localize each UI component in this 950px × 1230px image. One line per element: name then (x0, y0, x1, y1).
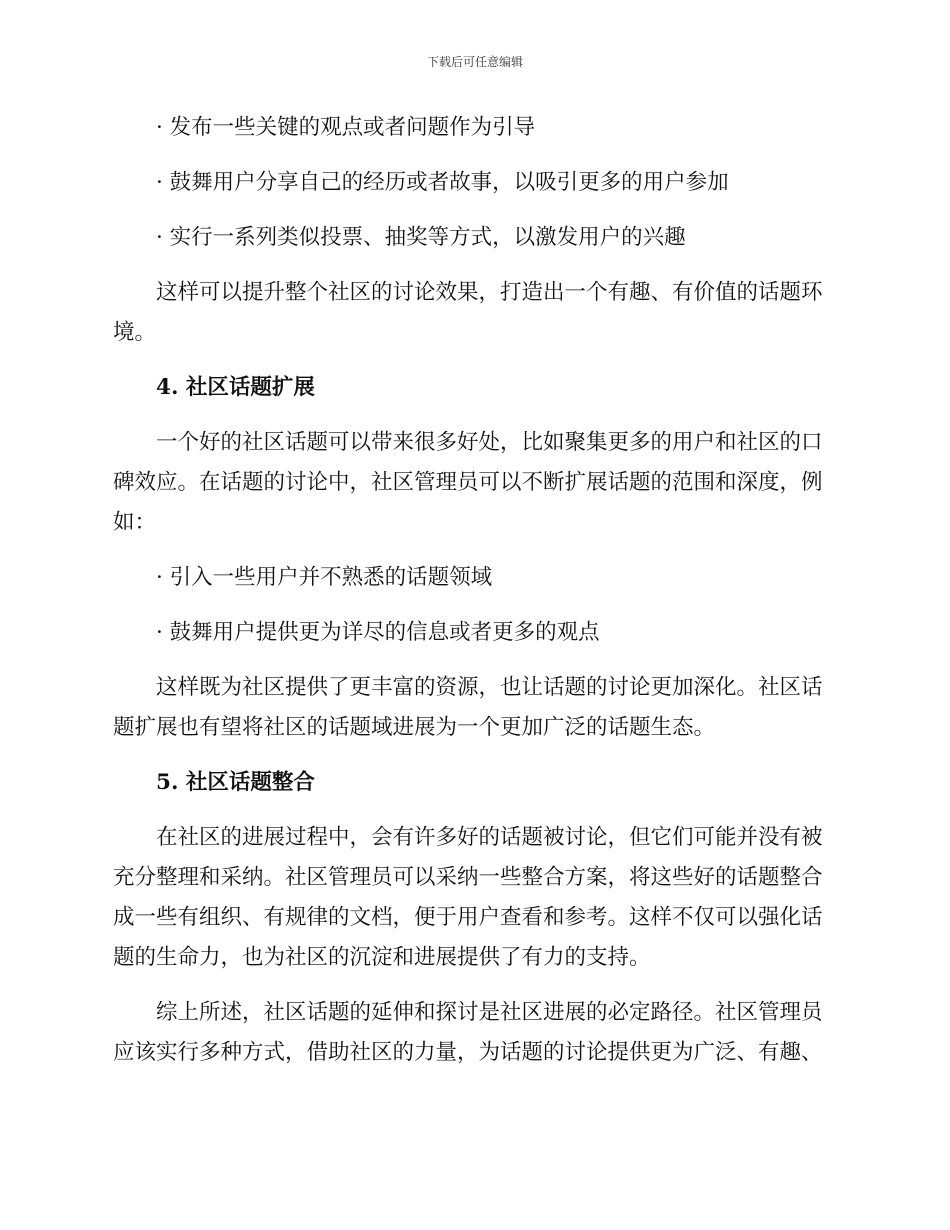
text-line: 综上所述，社区话题的延伸和探讨是社区进展的必定路径。社区管理员 (156, 1000, 823, 1025)
text-line: 这样既为社区提供了更丰富的资源，也让话题的讨论更加深化。社区话 (156, 675, 823, 700)
text-line: · 实行一系列类似投票、抽奖等方式，以激发用户的兴趣 (156, 225, 686, 250)
bullet-item (113, 613, 831, 653)
block-spacer (113, 598, 831, 613)
text-line: 应该实行多种方式，借助社区的力量，为话题的讨论提供更为广泛、有趣、 (113, 1040, 823, 1065)
block-spacer (113, 653, 831, 668)
text-line: · 鼓舞用户分享自己的经历或者故事，以吸引更多的用户参加 (156, 170, 729, 195)
section-heading (113, 763, 831, 803)
paragraph (113, 818, 831, 978)
text-line: 碑效应。在话题的讨论中，社区管理员可以不断扩展话题的范围和深度，例 (113, 470, 823, 495)
text-line: 境。 (113, 320, 157, 345)
text-line: 充分整理和采纳。社区管理员可以采纳一些整合方案，将这些好的话题整合 (113, 865, 823, 890)
bullet-item (113, 558, 831, 598)
section-heading (113, 368, 831, 408)
block-spacer (113, 258, 831, 273)
text-line: 这样可以提升整个社区的讨论效果，打造出一个有趣、有价值的话题环 (156, 280, 823, 305)
block-spacer (113, 203, 831, 218)
text-line: · 发布一些关键的观点或者问题作为引导 (156, 115, 536, 140)
text-line: 4. 社区话题扩展 (156, 375, 315, 400)
paragraph (113, 668, 831, 748)
paragraph (113, 423, 831, 543)
bullet-item (113, 163, 831, 203)
paragraph (113, 993, 831, 1073)
text-line: 一个好的社区话题可以带来很多好处，比如聚集更多的用户和社区的口 (156, 430, 823, 455)
text-line: 如： (113, 510, 157, 535)
paragraph (113, 273, 831, 353)
block-spacer (113, 803, 831, 818)
bullet-item (113, 108, 831, 148)
block-spacer (113, 748, 831, 763)
text-line: · 鼓舞用户提供更为详尽的信息或者更多的观点 (156, 620, 600, 645)
text-line: 题扩展也有望将社区的话题域进展为一个更加广泛的话题生态。 (113, 715, 716, 740)
block-spacer (113, 408, 831, 423)
block-spacer (113, 148, 831, 163)
document-body (113, 108, 831, 1073)
text-line: 题的生命力，也为社区的沉淀和进展提供了有力的支持。 (113, 945, 651, 970)
block-spacer (113, 353, 831, 368)
text-line: 5. 社区话题整合 (156, 770, 315, 795)
text-line: 在社区的进展过程中，会有许多好的话题被讨论，但它们可能并没有被 (156, 825, 823, 850)
text-line: 成一些有组织、有规律的文档，便于用户查看和参考。这样不仅可以强化话 (113, 905, 823, 930)
block-spacer (113, 543, 831, 558)
bullet-item (113, 218, 831, 258)
block-spacer (113, 978, 831, 993)
page-header: 下载后可任意编辑 (426, 55, 523, 69)
text-line: · 引入一些用户并不熟悉的话题领域 (156, 565, 493, 590)
